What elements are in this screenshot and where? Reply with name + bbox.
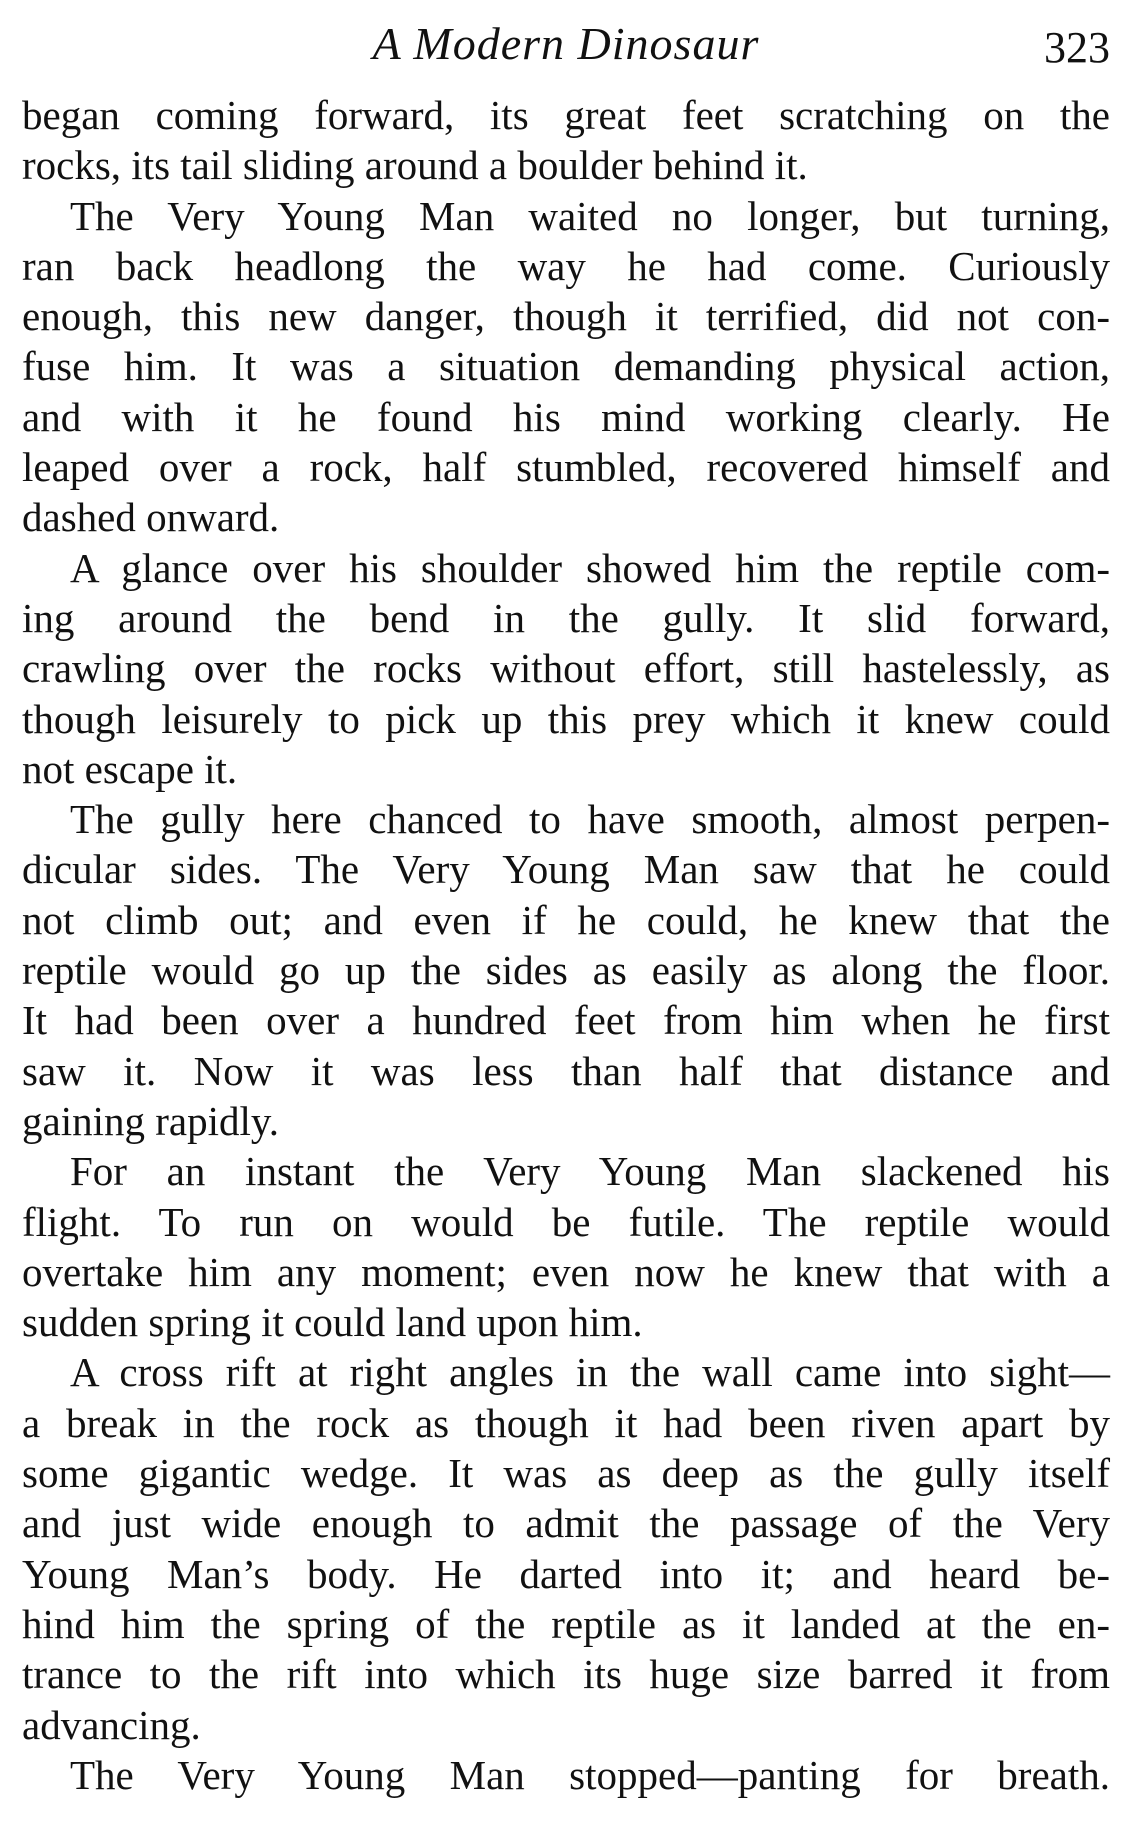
text-line: Young Man’s body. He darted into it; and heard be- xyxy=(22,1550,1110,1597)
text-line: and with it he found his mind working clearly. He xyxy=(22,393,1110,440)
paragraph-start-line: The Very Young Man stopped—panting for breath. xyxy=(70,1751,1110,1798)
text-line: sudden spring it could land upon him. xyxy=(22,1299,643,1346)
paragraph-start-line: The Very Young Man waited no longer, but turning, xyxy=(70,192,1110,239)
text-line: dashed onward. xyxy=(22,494,280,541)
paragraph-start-line: The gully here chanced to have smooth, almost perpen- xyxy=(70,796,1110,843)
text-line: not climb out; and even if he could, he knew that the xyxy=(22,896,1110,943)
paragraph-start-line: A glance over his shoulder showed him the reptile com- xyxy=(70,544,1110,591)
text-line: flight. To run on would be futile. The reptile would xyxy=(22,1198,1110,1245)
text-line: rocks, its tail sliding around a boulder behind it. xyxy=(22,142,808,189)
text-line: ing around the bend in the gully. It slid forward, xyxy=(22,594,1110,641)
text-line: and just wide enough to admit the passage of the Very xyxy=(22,1500,1110,1547)
text-line: advancing. xyxy=(22,1701,201,1748)
running-title: A Modern Dinosaur xyxy=(372,18,760,69)
text-line: saw it. Now it was less than half that distance and xyxy=(22,1047,1110,1094)
text-line: ran back headlong the way he had come. Curiously xyxy=(22,242,1110,289)
page-number: 323 xyxy=(1044,23,1110,72)
text-line: reptile would go up the sides as easily as along the floor. xyxy=(22,947,1110,994)
text-line: a break in the rock as though it had been riven apart by xyxy=(22,1399,1110,1446)
text-line: not escape it. xyxy=(22,745,238,792)
text-line: It had been over a hundred feet from him when he first xyxy=(22,997,1110,1044)
text-line: crawling over the rocks without effort, still hastelessly, as xyxy=(22,645,1110,692)
text-line: hind him the spring of the reptile as it landed at the en- xyxy=(22,1600,1110,1647)
text-line: enough, this new danger, though it terrified, did not con- xyxy=(22,293,1110,340)
text-line: leaped over a rock, half stumbled, recovered himself and xyxy=(22,444,1110,491)
body-text xyxy=(22,90,1110,1800)
text-line: gaining rapidly. xyxy=(22,1097,279,1144)
text-line: dicular sides. The Very Young Man saw that he could xyxy=(22,846,1110,893)
running-head xyxy=(22,14,1110,74)
text-line: some gigantic wedge. It was as deep as the gully itself xyxy=(22,1450,1110,1497)
text-line: fuse him. It was a situation demanding physical action, xyxy=(22,343,1110,390)
text-line: though leisurely to pick up this prey which it knew could xyxy=(22,695,1110,742)
paragraph-start-line: A cross rift at right angles in the wall came into sight— xyxy=(70,1349,1110,1396)
text-line: overtake him any moment; even now he knew that with a xyxy=(22,1248,1110,1295)
text-line: trance to the rift into which its huge size barred it from xyxy=(22,1651,1110,1698)
paragraph-start-line: For an instant the Very Young Man slackened his xyxy=(70,1148,1110,1195)
text-line: began coming forward, its great feet scratching on the xyxy=(22,92,1110,138)
